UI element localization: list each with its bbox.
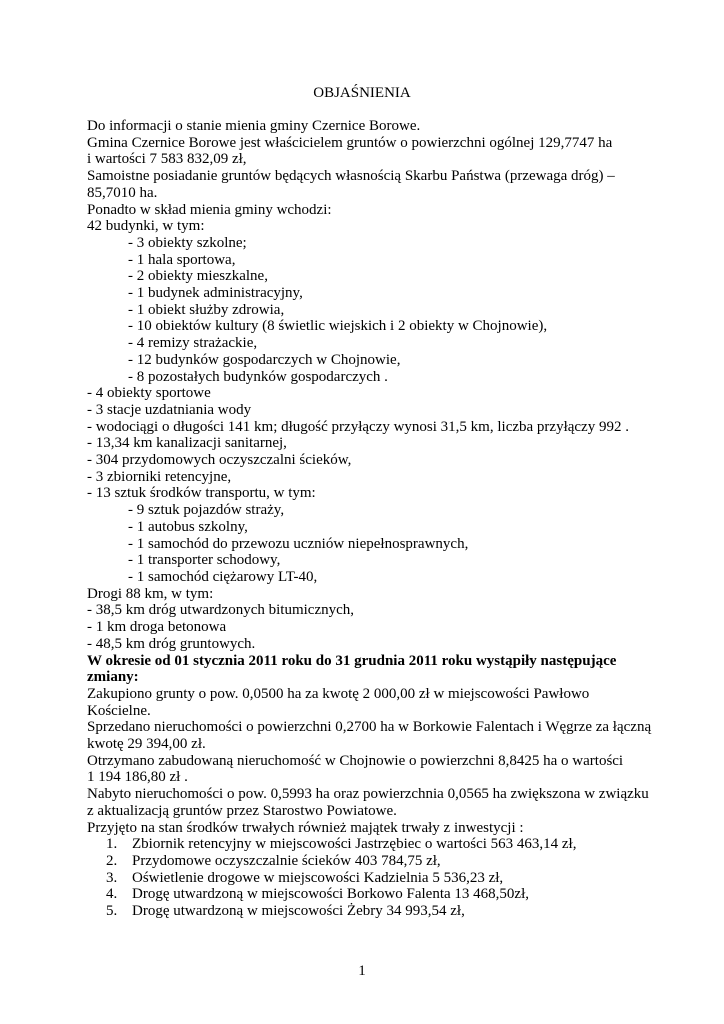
list-item: - 304 przydomowych oczyszczalni ścieków, [87, 452, 352, 469]
list-item: - 9 sztuk pojazdów straży, [128, 502, 285, 519]
paragraph-line: 1 194 186,80 zł . [87, 769, 188, 786]
numbered-item [87, 886, 647, 903]
numbered-item [87, 903, 647, 920]
list-item: - 1 hala sportowa, [128, 251, 236, 268]
paragraph-line: Zakupiono grunty o pow. 0,0500 ha za kwotę 2 000,00 zł w miejscowości Pawłowo [87, 685, 590, 702]
item-number: 1. [106, 836, 118, 853]
paragraph-line: Otrzymano zabudowaną nieruchomość w Chojnowie o powierzchni 8,8425 ha o wartości [87, 752, 624, 769]
list-item: - 10 obiektów kultury (8 świetlic wiejskich i 2 obiekty w Chojnowie), [128, 318, 548, 335]
roads-intro: Drogi 88 km, w tym: [87, 585, 214, 602]
list-item: - 2 obiekty mieszkalne, [128, 268, 268, 285]
list-item: - 1 autobus szkolny, [128, 518, 248, 535]
list-item: - 12 budynków gospodarczych w Chojnowie, [128, 351, 401, 368]
page-number: 1 [358, 963, 366, 979]
list-item: - 1 samochód ciężarowy LT-40, [128, 568, 318, 585]
item-text: Przydomowe oczyszczalnie ścieków 403 784,75 zł, [132, 852, 441, 869]
item-number: 2. [106, 852, 118, 869]
paragraph-line: z aktualizacją gruntów przez Starostwo Powiatowe. [87, 802, 397, 819]
intro-line: i wartości 7 583 832,09 zł, [87, 151, 247, 168]
list-item: - 1 km droga betonowa [87, 619, 227, 636]
list-item: - 13,34 km kanalizacji sanitarnej, [87, 435, 287, 452]
buildings-list [87, 235, 647, 385]
paragraph-line: Przyjęto na stan środków trwałych również majątek trwały z inwestycji : [87, 819, 524, 836]
numbered-item [87, 836, 647, 853]
item-text: Drogę utwardzoną w miejscowości Borkowo Falenta 13 468,50zł, [132, 886, 529, 903]
item-text: Drogę utwardzoną w miejscowości Żebry 34 993,54 zł, [132, 903, 465, 920]
list-item: - wodociągi o długości 141 km; długość przyłączy wynosi 31,5 km, liczba przyłączy 992 . [87, 418, 629, 435]
list-item: - 1 obiekt służby zdrowia, [128, 301, 285, 318]
paragraph-line: Kościelne. [87, 702, 151, 719]
item-text: Zbiornik retencyjny w miejscowości Jastrzębiec o wartości 563 463,14 zł, [132, 836, 577, 853]
list-item: - 4 remizy strażackie, [128, 335, 258, 352]
item-number: 5. [106, 903, 118, 920]
assets-list [87, 385, 647, 502]
list-item: - 3 obiekty szkolne; [128, 234, 247, 251]
list-item: - 13 sztuk środków transportu, w tym: [87, 485, 316, 502]
document-body [87, 118, 652, 920]
list-item: - 4 obiekty sportowe [87, 385, 211, 402]
item-number: 3. [106, 869, 118, 886]
list-item: - 38,5 km dróg utwardzonych bitumicznych, [87, 602, 355, 619]
document-title: OBJAŚNIENIA [313, 85, 411, 101]
paragraph-line: kwotę 29 394,00 zł. [87, 736, 206, 753]
numbered-item [87, 853, 647, 870]
paragraph-line: Nabyto nieruchomości o pow. 0,5993 ha oraz powierzchnia 0,0565 ha zwiększona w związku [87, 786, 649, 803]
intro-line: 42 budynki, w tym: [87, 218, 205, 235]
investments-list [87, 836, 647, 920]
intro-line: Gmina Czernice Borowe jest właścicielem gruntów o powierzchni ogólnej 129,7747 ha [87, 134, 613, 151]
roads-section [87, 586, 647, 653]
list-item: - 3 stacje uzdatniania wody [87, 401, 252, 418]
list-item: - 8 pozostałych budynków gospodarczych . [128, 368, 388, 385]
list-item: - 1 transporter schodowy, [128, 552, 281, 569]
heading-line: zmiany: [87, 669, 139, 686]
vehicles-list [87, 502, 647, 586]
list-item: - 3 zbiorniki retencyjne, [87, 468, 232, 485]
list-item: - 1 samochód do przewozu uczniów niepełnosprawnych, [128, 535, 469, 552]
list-item: - 1 budynek administracyjny, [128, 285, 303, 302]
paragraph-line: Sprzedano nieruchomości o powierzchni 0,2700 ha w Borkowie Falentach i Węgrze za łączną [87, 719, 652, 736]
intro-line: Samoistne posiadanie gruntów będących własnością Skarbu Państwa (przewaga dróg) – [87, 168, 615, 185]
intro-line: Do informacji o stanie mienia gminy Czernice Borowe. [87, 118, 421, 134]
changes-heading [87, 653, 647, 686]
intro-line: 85,7010 ha. [87, 184, 158, 201]
item-number: 4. [106, 886, 118, 903]
item-text: Oświetlenie drogowe w miejscowości Kadzielnia 5 536,23 zł, [132, 869, 504, 886]
list-item: - 48,5 km dróg gruntowych. [87, 635, 256, 652]
changes-section [87, 685, 652, 836]
numbered-item [87, 870, 647, 887]
intro-section [87, 118, 647, 235]
heading-line: W okresie od 01 stycznia 2011 roku do 31 grudnia 2011 roku wystąpiły następujące [87, 652, 617, 669]
intro-line: Ponadto w skład mienia gminy wchodzi: [87, 201, 332, 218]
